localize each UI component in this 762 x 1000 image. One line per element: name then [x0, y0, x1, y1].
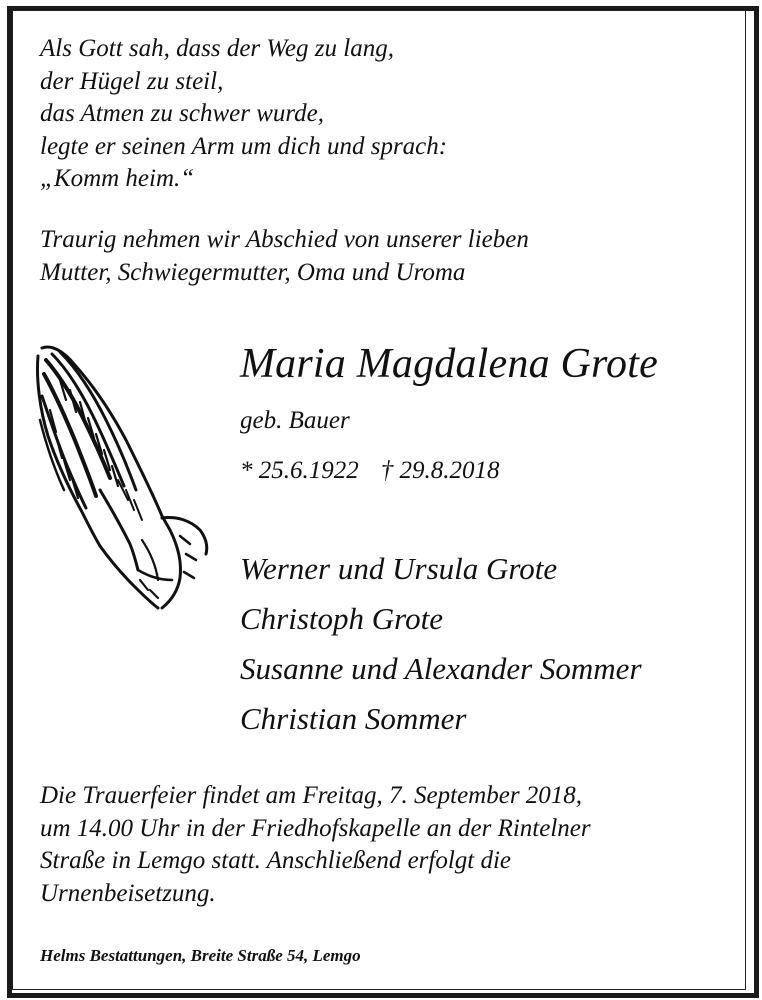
- poem-line: legte er seinen Arm um dich und sprach:: [40, 132, 448, 160]
- undertaker-info: Helms Bestattungen, Breite Straße 54, Lemgo: [40, 946, 361, 965]
- service-line: um 14.00 Uhr in der Friedhofskapelle an der Rintelner: [40, 814, 591, 842]
- poem-line: „Komm heim.“: [40, 165, 195, 192]
- intro-line: Traurig nehmen wir Abschied von unserer lieben: [40, 226, 529, 253]
- family-member: Werner und Ursula Grote: [240, 551, 558, 586]
- poem-line: Als Gott sah, dass der Weg zu lang,: [40, 35, 394, 62]
- birth-name: geb. Bauer: [240, 407, 350, 434]
- farewell-intro: [40, 224, 529, 289]
- birth-date: * 25.6.1922: [240, 457, 359, 484]
- poem-line: das Atmen zu schwer wurde,: [40, 100, 325, 127]
- poem-line: der Hügel zu steil,: [40, 67, 224, 95]
- family-member: Christian Sommer: [240, 701, 467, 736]
- intro-line: Mutter, Schwiegermutter, Oma und Uroma: [40, 258, 466, 286]
- family-member: Susanne und Alexander Sommer: [240, 651, 642, 686]
- death-date: † 29.8.2018: [380, 457, 500, 484]
- praying-hands-icon: [30, 340, 215, 615]
- deceased-name: Maria Magdalena Grote: [240, 341, 658, 387]
- funeral-service-info: [40, 780, 591, 910]
- family-list: [240, 544, 642, 744]
- service-line: Straße in Lemgo statt. Anschließend erfolgt die: [40, 847, 512, 874]
- service-line: Urnenbeisetzung.: [40, 879, 216, 907]
- life-dates: [240, 455, 500, 487]
- family-member: Christoph Grote: [240, 601, 443, 636]
- poem: [40, 33, 447, 196]
- service-line: Die Trauerfeier findet am Freitag, 7. September 2018,: [40, 782, 583, 809]
